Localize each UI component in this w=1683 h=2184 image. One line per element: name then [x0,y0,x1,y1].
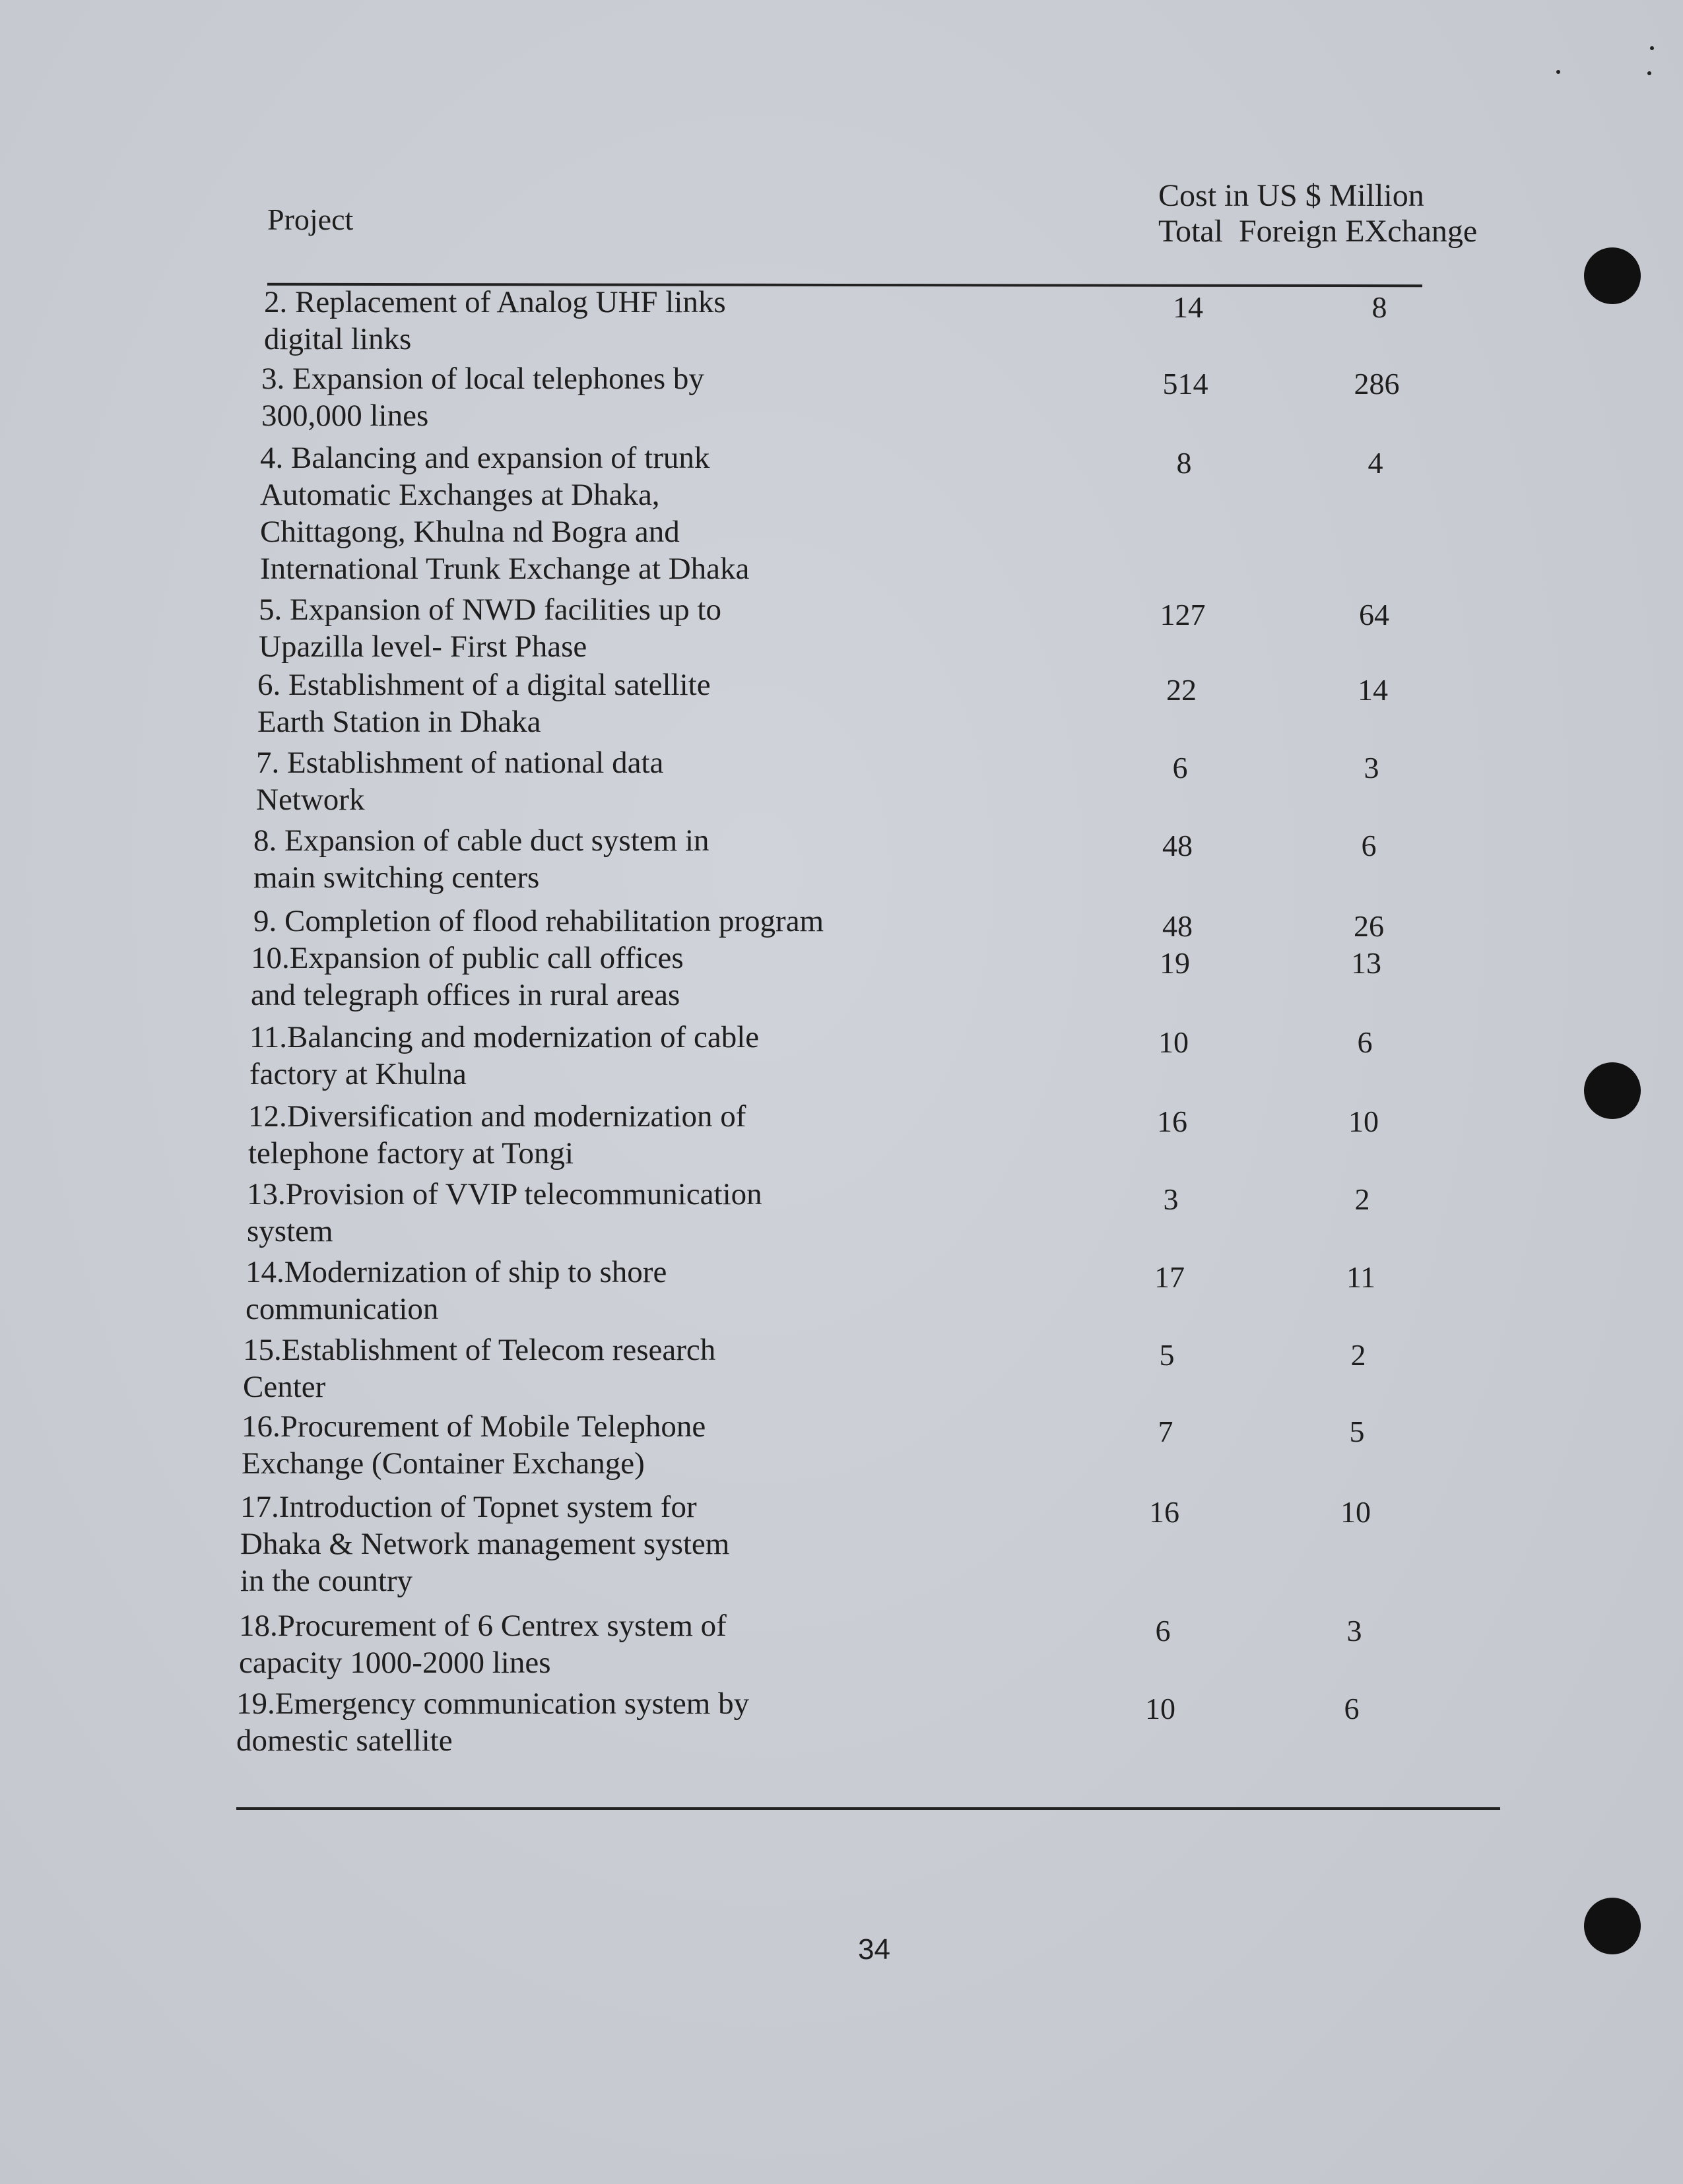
foreign-exchange-cost: 3 [1346,1614,1362,1648]
project-description: 6. Establishment of a digital satellite Earth Station in Dhaka [257,668,711,739]
foreign-exchange-column-header: Foreign EXchange [1238,214,1478,249]
total-cost: 3 [1163,1182,1179,1216]
total-cost: 22 [1166,673,1197,707]
foreign-exchange-cost: 286 [1354,367,1400,401]
foreign-exchange-cost: 10 [1340,1495,1371,1529]
foreign-exchange-cost: 13 [1351,946,1381,980]
total-cost: 7 [1158,1415,1173,1448]
total-cost: 514 [1162,367,1208,401]
project-description: 7. Establishment of national data Network [256,746,664,817]
foreign-exchange-cost: 14 [1358,673,1388,707]
total-cost: 14 [1173,290,1203,324]
project-description: 13.Provision of VVIP telecommunication system [247,1177,762,1248]
project-description: 16.Procurement of Mobile Telephone Exchange (Container Exchange) [242,1409,706,1481]
project-description: 15.Establishment of Telecom research Center [243,1333,716,1404]
foreign-exchange-cost: 6 [1361,829,1377,862]
project-description: 2. Replacement of Analog UHF links digital links [264,285,726,356]
foreign-exchange-cost: 3 [1364,751,1379,785]
foreign-exchange-cost: 8 [1371,290,1387,324]
foreign-exchange-cost: 2 [1354,1182,1370,1216]
project-column-header: Project [267,203,354,236]
total-cost: 16 [1157,1105,1187,1138]
project-description: 8. Expansion of cable duct system in main switching centers [253,823,710,895]
project-description: 5. Expansion of NWD facilities up to Upazilla level- First Phase [259,593,721,664]
project-description: 18.Procurement of 6 Centrex system of capacity 1000-2000 lines [239,1609,727,1680]
foreign-exchange-cost: 5 [1349,1415,1365,1448]
total-cost: 19 [1160,946,1190,980]
total-cost: 6 [1155,1614,1171,1648]
foreign-exchange-cost: 6 [1357,1025,1373,1059]
total-cost: 8 [1176,446,1192,480]
project-description: 12.Diversification and modernization of telephone factory at Tongi [248,1099,746,1171]
total-cost: 17 [1154,1260,1185,1294]
total-cost: 10 [1145,1692,1175,1725]
foreign-exchange-cost: 64 [1359,598,1389,631]
project-description: 10.Expansion of public call offices and telegraph offices in rural areas [251,941,684,1012]
total-cost: 6 [1172,751,1188,785]
foreign-exchange-cost: 4 [1368,446,1383,480]
project-description: 9. Completion of flood rehabilitation program [253,904,824,938]
total-cost: 127 [1160,598,1206,631]
project-description: 17.Introduction of Topnet system for Dhaka & Network management system in the country [240,1490,730,1598]
total-cost: 10 [1158,1025,1189,1059]
cost-column-header: Cost in US $ Million [1158,178,1424,213]
foreign-exchange-cost: 11 [1346,1260,1376,1294]
total-cost: 5 [1159,1338,1175,1372]
foreign-exchange-cost: 6 [1344,1692,1360,1725]
project-description: 11.Balancing and modernization of cable factory at Khulna [249,1020,760,1091]
foreign-exchange-cost: 26 [1354,909,1384,943]
total-cost: 48 [1162,829,1193,862]
page-number: 34 [858,1933,890,1966]
total-cost: 16 [1149,1495,1179,1529]
project-description: 4. Balancing and expansion of trunk Automatic Exchanges at Dhaka, Chittagong, Khulna nd Bogra and International Trunk Exchange at Dhaka [260,441,750,586]
footer-rule [236,1807,1500,1810]
foreign-exchange-cost: 10 [1348,1105,1379,1138]
project-description: 3. Expansion of local telephones by 300,000 lines [261,362,704,433]
foreign-exchange-cost: 2 [1350,1338,1366,1372]
project-description: 19.Emergency communication system by domestic satellite [236,1686,750,1758]
total-cost: 48 [1162,909,1193,943]
total-column-header: Total [1158,214,1223,249]
project-description: 14.Modernization of ship to shore communication [246,1255,667,1326]
